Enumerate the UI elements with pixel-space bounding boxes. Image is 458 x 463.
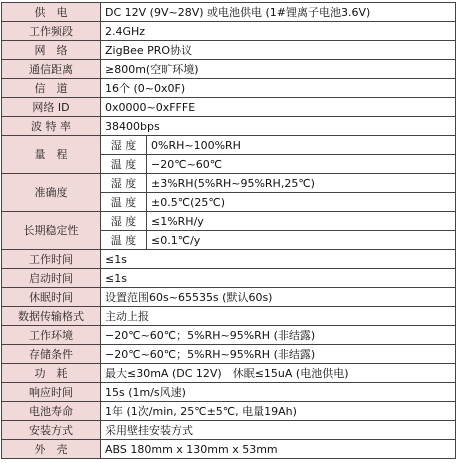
spec-label: 功 耗 <box>2 364 101 383</box>
spec-value: 主动上报 <box>101 307 456 326</box>
spec-sub-label: 温 度 <box>101 231 147 250</box>
spec-table-body <box>2 3 456 459</box>
spec-value: ≤1s <box>101 250 456 269</box>
spec-label: 休眠时间 <box>2 288 101 307</box>
spec-value: 15s (1m/s风速) <box>101 383 456 402</box>
spec-label: 工作时间 <box>2 250 101 269</box>
table-row <box>2 79 456 98</box>
spec-value: −20℃~60℃ <box>147 155 456 174</box>
spec-table <box>1 2 456 459</box>
spec-sub-label: 湿 度 <box>101 174 147 193</box>
table-row <box>2 98 456 117</box>
spec-label: 外 壳 <box>2 440 101 459</box>
spec-value: 0x0000~0xFFFE <box>101 98 456 117</box>
spec-sub-label: 温 度 <box>101 193 147 212</box>
spec-label: 长期稳定性 <box>2 212 101 250</box>
spec-label: 波 特 率 <box>2 117 101 136</box>
spec-label: 通信距离 <box>2 60 101 79</box>
spec-value: 2.4GHz <box>101 22 456 41</box>
spec-value: ≤1%RH/y <box>147 212 456 231</box>
table-row <box>2 250 456 269</box>
spec-value: −20℃~60℃；5%RH~95%RH (非结露) <box>101 326 456 345</box>
table-row <box>2 326 456 345</box>
table-row <box>2 307 456 326</box>
spec-label: 工作环境 <box>2 326 101 345</box>
table-row <box>2 136 456 155</box>
table-row <box>2 174 456 193</box>
table-row <box>2 22 456 41</box>
spec-value: 38400bps <box>101 117 456 136</box>
table-row <box>2 269 456 288</box>
spec-value: 0%RH~100%RH <box>147 136 456 155</box>
spec-value: ZigBee PRO协议 <box>101 41 456 60</box>
spec-label: 启动时间 <box>2 269 101 288</box>
spec-label: 量 程 <box>2 136 101 174</box>
spec-label: 数据传输格式 <box>2 307 101 326</box>
spec-label: 信 道 <box>2 79 101 98</box>
spec-value: ≥800m(空旷环境) <box>101 60 456 79</box>
spec-value: 采用壁挂安装方式 <box>101 421 456 440</box>
table-row <box>2 364 456 383</box>
spec-value: ≤0.1℃/y <box>147 231 456 250</box>
table-row <box>2 41 456 60</box>
spec-sub-label: 温 度 <box>101 155 147 174</box>
spec-value: 16个 (0~0x0F) <box>101 79 456 98</box>
table-row <box>2 402 456 421</box>
spec-label: 网 络 <box>2 41 101 60</box>
table-row <box>2 345 456 364</box>
spec-value: 最大≤30mA (DC 12V) 休眠≤15uA (电池供电) <box>101 364 456 383</box>
spec-label: 工作频段 <box>2 22 101 41</box>
table-row <box>2 383 456 402</box>
spec-label: 响应时间 <box>2 383 101 402</box>
spec-value: DC 12V (9V~28V) 或电池供电 (1#锂离子电池3.6V) <box>101 3 456 22</box>
spec-value: ±0.5℃(25℃) <box>147 193 456 212</box>
spec-value: 1年 (1次/min, 25℃±5℃, 电量19Ah) <box>101 402 456 421</box>
spec-label: 网络 ID <box>2 98 101 117</box>
table-row <box>2 3 456 22</box>
spec-label: 电池寿命 <box>2 402 101 421</box>
spec-label: 供 电 <box>2 3 101 22</box>
table-row <box>2 421 456 440</box>
table-row <box>2 440 456 459</box>
table-row <box>2 60 456 79</box>
spec-sub-label: 湿 度 <box>101 136 147 155</box>
spec-label: 准确度 <box>2 174 101 212</box>
table-row <box>2 212 456 231</box>
spec-value: ABS 180mm x 130mm x 53mm <box>101 440 456 459</box>
spec-sub-label: 湿 度 <box>101 212 147 231</box>
table-row <box>2 288 456 307</box>
spec-value: ±3%RH(5%RH~95%RH,25℃) <box>147 174 456 193</box>
spec-label: 安装方式 <box>2 421 101 440</box>
spec-value: −20℃~60℃；5%RH~95%RH (非结露) <box>101 345 456 364</box>
spec-value: ≤1s <box>101 269 456 288</box>
spec-value: 设置范围60s~65535s (默认60s) <box>101 288 456 307</box>
spec-label: 存储条件 <box>2 345 101 364</box>
table-row <box>2 117 456 136</box>
